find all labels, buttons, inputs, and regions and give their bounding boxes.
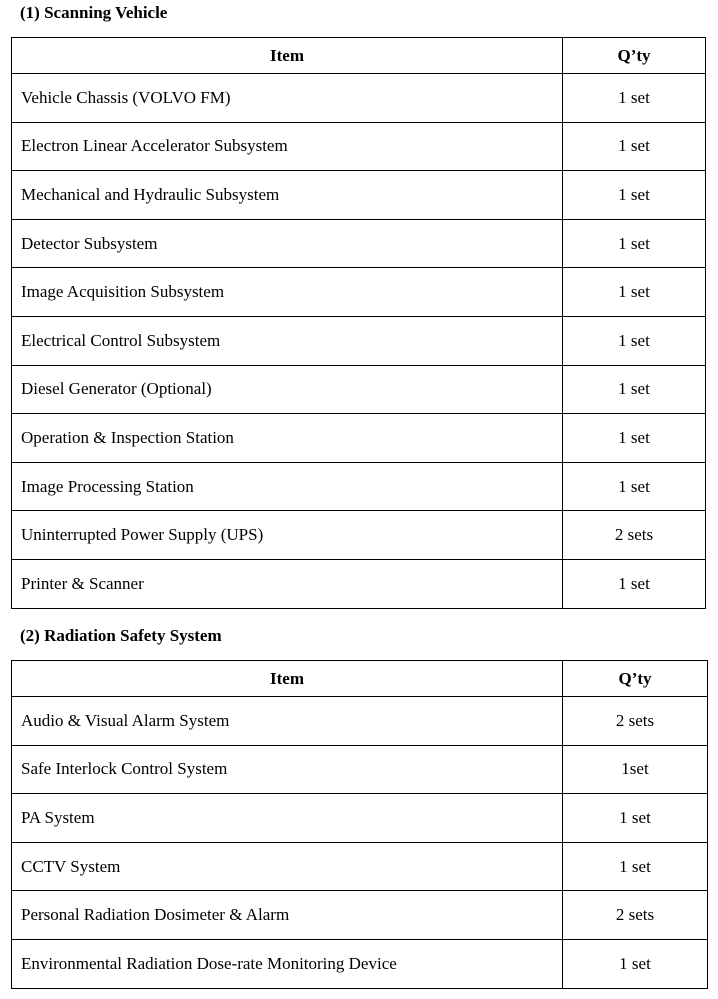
qty-cell: 2 sets bbox=[563, 697, 708, 746]
table-row bbox=[12, 842, 708, 891]
qty-cell: 1 set bbox=[563, 316, 706, 365]
qty-cell: 1 set bbox=[563, 74, 706, 123]
item-cell: Audio & Visual Alarm System bbox=[12, 697, 563, 746]
qty-cell: 2 sets bbox=[563, 511, 706, 560]
qty-cell: 1set bbox=[563, 745, 708, 794]
item-column-header: Item bbox=[12, 661, 563, 697]
table-row bbox=[12, 559, 706, 608]
table-row bbox=[12, 365, 706, 414]
item-cell: CCTV System bbox=[12, 842, 563, 891]
item-cell: Detector Subsystem bbox=[12, 219, 563, 268]
table-row bbox=[12, 939, 708, 988]
qty-cell: 1 set bbox=[563, 414, 706, 463]
table-row bbox=[12, 745, 708, 794]
table-row bbox=[12, 462, 706, 511]
section-title-scanning-vehicle: (1) Scanning Vehicle bbox=[20, 3, 168, 22]
radiation-safety-table-body bbox=[12, 697, 708, 989]
qty-cell: 1 set bbox=[563, 171, 706, 220]
section-title-radiation-safety: (2) Radiation Safety System bbox=[20, 626, 222, 645]
table-row bbox=[12, 268, 706, 317]
table-row bbox=[12, 891, 708, 940]
item-cell: Mechanical and Hydraulic Subsystem bbox=[12, 171, 563, 220]
table-row bbox=[12, 316, 706, 365]
item-cell: Electrical Control Subsystem bbox=[12, 316, 563, 365]
table-row bbox=[12, 697, 708, 746]
table-header-row bbox=[12, 661, 708, 697]
table-row bbox=[12, 219, 706, 268]
radiation-safety-table bbox=[11, 660, 708, 989]
table-row bbox=[12, 414, 706, 463]
item-cell: Vehicle Chassis (VOLVO FM) bbox=[12, 74, 563, 123]
item-cell: Electron Linear Accelerator Subsystem bbox=[12, 122, 563, 171]
scanning-vehicle-table bbox=[11, 37, 706, 609]
qty-cell: 1 set bbox=[563, 794, 708, 843]
item-cell: Printer & Scanner bbox=[12, 559, 563, 608]
item-cell: Operation & Inspection Station bbox=[12, 414, 563, 463]
item-cell: Environmental Radiation Dose-rate Monitoring Device bbox=[12, 939, 563, 988]
qty-cell: 1 set bbox=[563, 268, 706, 317]
table-row bbox=[12, 511, 706, 560]
item-cell: Diesel Generator (Optional) bbox=[12, 365, 563, 414]
item-cell: Uninterrupted Power Supply (UPS) bbox=[12, 511, 563, 560]
item-cell: Personal Radiation Dosimeter & Alarm bbox=[12, 891, 563, 940]
qty-cell: 1 set bbox=[563, 939, 708, 988]
qty-cell: 1 set bbox=[563, 462, 706, 511]
table-row bbox=[12, 171, 706, 220]
table-row bbox=[12, 122, 706, 171]
item-cell: Image Acquisition Subsystem bbox=[12, 268, 563, 317]
qty-cell: 1 set bbox=[563, 365, 706, 414]
table-row bbox=[12, 794, 708, 843]
table-header-row bbox=[12, 38, 706, 74]
qty-cell: 1 set bbox=[563, 219, 706, 268]
scanning-vehicle-table-body bbox=[12, 74, 706, 609]
item-cell: Image Processing Station bbox=[12, 462, 563, 511]
item-column-header: Item bbox=[12, 38, 563, 74]
table-row bbox=[12, 74, 706, 123]
qty-cell: 1 set bbox=[563, 122, 706, 171]
qty-cell: 1 set bbox=[563, 842, 708, 891]
qty-cell: 1 set bbox=[563, 559, 706, 608]
item-cell: PA System bbox=[12, 794, 563, 843]
qty-cell: 2 sets bbox=[563, 891, 708, 940]
qty-column-header: Q’ty bbox=[563, 661, 708, 697]
qty-column-header: Q’ty bbox=[563, 38, 706, 74]
item-cell: Safe Interlock Control System bbox=[12, 745, 563, 794]
